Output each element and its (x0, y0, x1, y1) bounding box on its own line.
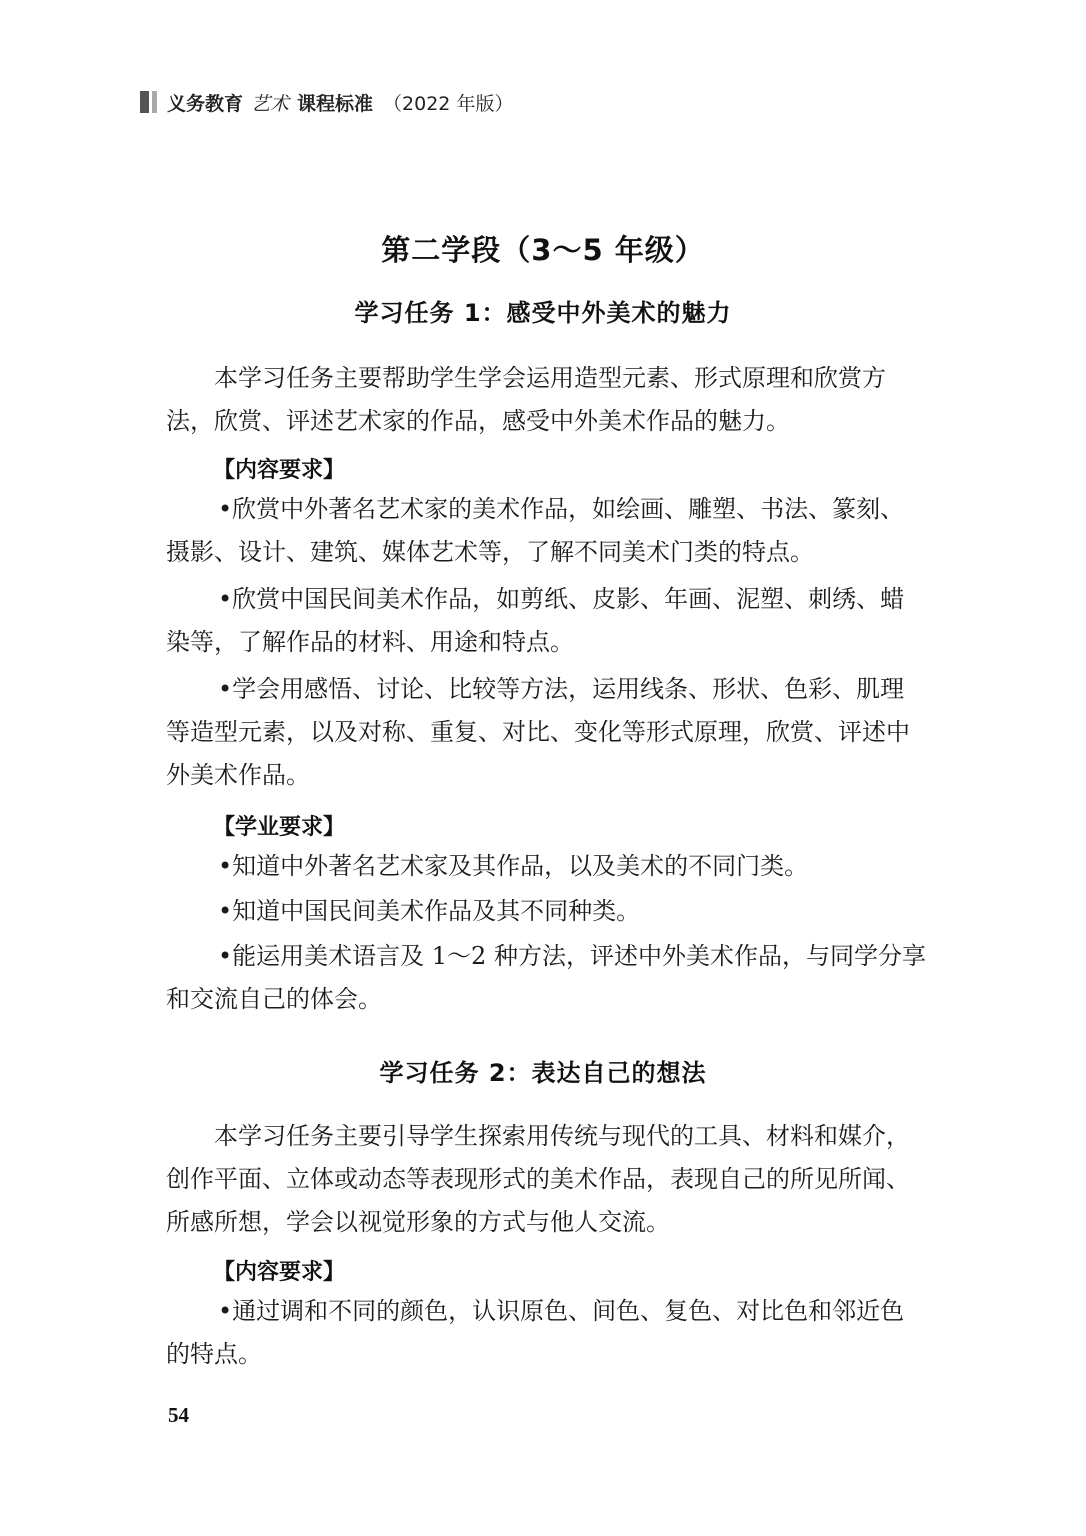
task2-title: 学习任务 2：表达自己的想法 (379, 1059, 707, 1087)
task1-title: 学习任务 1：感受中外美术的魅力 (354, 299, 732, 327)
header-bar-icon (140, 91, 157, 113)
task1-academic-label: 【学业要求】 (213, 815, 346, 840)
header-title (167, 89, 513, 116)
task2-content-item-1: •通过调和不同的颜色，认识原色、间色、复色、对比色和邻近色的特点。 (166, 1297, 905, 1368)
header-part2: 艺术 (251, 92, 290, 115)
task1-content-label: 【内容要求】 (213, 458, 346, 483)
page-number: 54 (168, 1403, 189, 1427)
task1-academic-item-3: •能运用美术语言及 1～2 种方法，评述中外美术作品，与同学分享和交流自己的体会。 (166, 942, 926, 1013)
running-header (140, 89, 513, 115)
task2-intro: 本学习任务主要引导学生探索用传统与现代的工具、材料和媒介，创作平面、立体或动态等表现形式的美术作品，表现自己的所见所闻、所感所想，学会以视觉形象的方式与他人交流。 (166, 1122, 910, 1236)
header-edition: （2022 年版） (383, 92, 514, 115)
task1-academic-item-2: •知道中国民间美术作品及其不同种类。 (218, 897, 641, 925)
header-part3: 课程标准 (297, 92, 374, 115)
task1-intro: 本学习任务主要帮助学生学会运用造型元素、形式原理和欣赏方法，欣赏、评述艺术家的作品，感受中外美术作品的魅力。 (166, 364, 886, 435)
task1-content-item-1: •欣赏中外著名艺术家的美术作品，如绘画、雕塑、书法、篆刻、摄影、设计、建筑、媒体艺术等，了解不同美术门类的特点。 (166, 495, 905, 566)
header-part1: 义务教育 (167, 92, 244, 115)
task2-content-label: 【内容要求】 (213, 1260, 346, 1285)
task1-content-item-2: •欣赏中国民间美术作品，如剪纸、皮影、年画、泥塑、刺绣、蜡染等，了解作品的材料、用途和特点。 (166, 585, 905, 656)
task1-academic-item-1: •知道中外著名艺术家及其作品，以及美术的不同门类。 (218, 852, 809, 880)
stage-title: 第二学段（3～5 年级） (381, 233, 705, 267)
task1-content-item-3: •学会用感悟、讨论、比较等方法，运用线条、形状、色彩、肌理等造型元素，以及对称、重复、对比、变化等形式原理，欣赏、评述中外美术作品。 (166, 675, 910, 789)
